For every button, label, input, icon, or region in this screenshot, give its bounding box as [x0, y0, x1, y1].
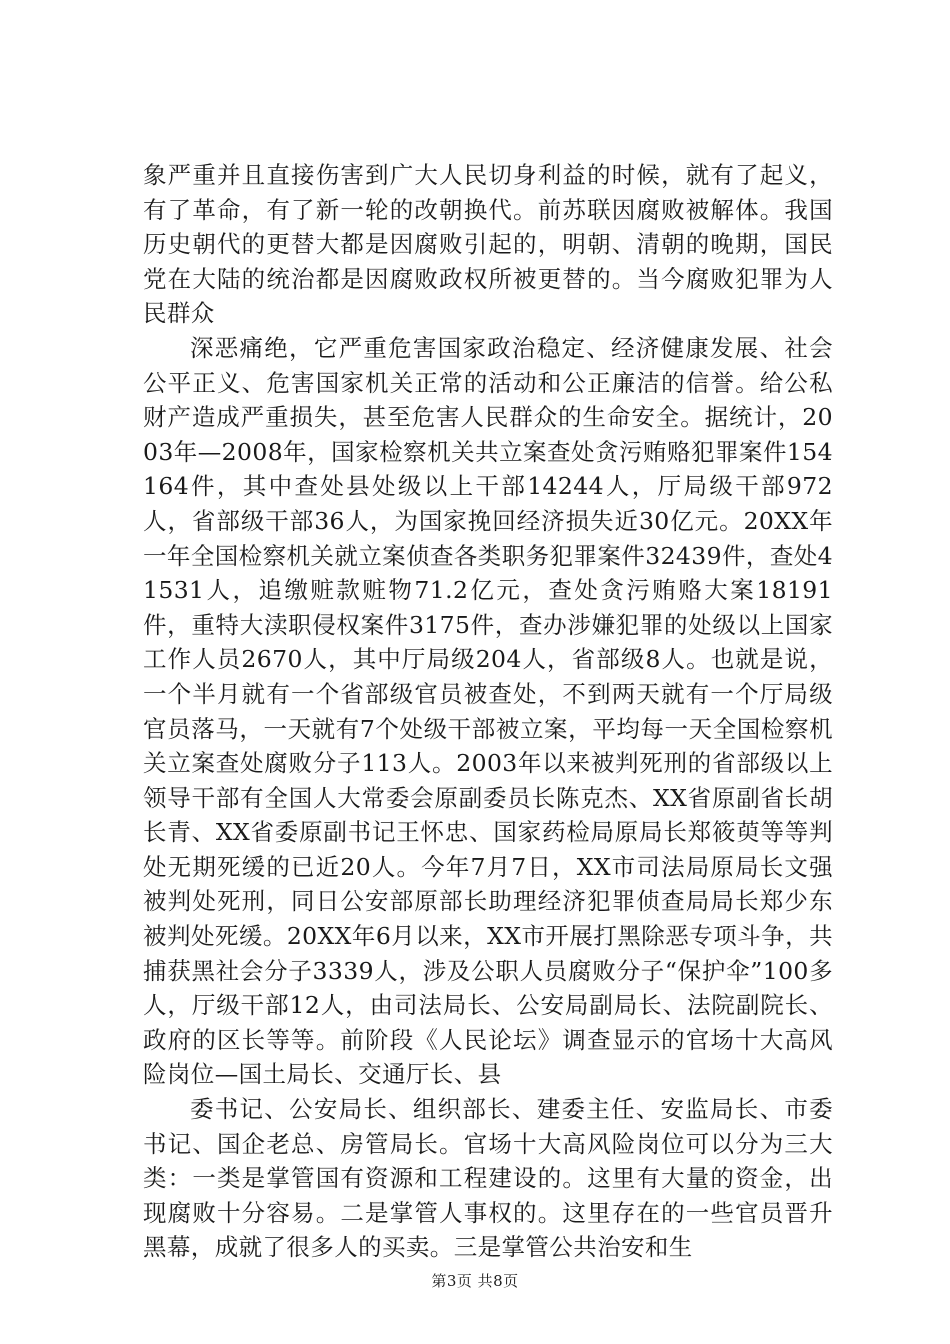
paragraph-3: 委书记、公安局长、组织部长、建委主任、安监局长、市委书记、国企老总、房管局长。官场十大高风险岗位可以分为三大类：一类是掌管国有资源和工程建设的。这里有大量的资金，出现腐败十分容易。二是掌管人事权的。这里存在的一些官员晋升黑幕，成就了很多人的买卖。三是掌管公共治安和生: [143, 1095, 833, 1262]
page-number-footer: 第3页 共8页: [431, 1272, 519, 1290]
document-body: [143, 158, 833, 1265]
paragraph-2: 深恶痛绝，它严重危害国家政治稳定、经济健康发展、社会公平正义、危害国家机关正常的活动和公正廉洁的信誉。给公私财产造成严重损失，甚至危害人民群众的生命安全。据统计，2003年—2008年，国家检察机关共立案查处贪污贿赂犯罪案件154164件，其中查处县处级以上干部14244人，厅局级干部972人，省部级干部36人，为国家挽回经济损失近30亿元。20XX年一年全国检察机关就立案侦查各类职务犯罪案件32439件，查处41531人，追缴赃款赃物71.2亿元，查处贪污贿赂大案18191件，重特大渎职侵权案件3175件，查办涉嫌犯罪的处级以上国家工作人员2670人，其中厅局级204人，省部级8人。也就是说，一个半月就有一个省部级官员被查处，不到两天就有一个厅局级官员落马，一天就有7个处级干部被立案，平均每一天全国检察机关立案查处腐败分子113人。2003年以来被判死刑的省部级以上领导干部有全国人大常委会原副委员长陈克杰、XX省原副省长胡长青、XX省委原副书记王怀忠、国家药检局原局长郑筱萸等等判处无期死缓的已近20人。今年7月7日，XX市司法局原局长文强被判处死刑，同日公安部原部长助理经济犯罪侦查局局长郑少东被判处死缓。20XX年6月以来，XX市开展打黑除恶专项斗争，共捕获黑社会分子3339人，涉及公职人员腐败分子“保护伞”100多人，厅级干部12人，由司法局长、公安局副局长、法院副院长、政府的区长等等。前阶段《人民论坛》调查显示的官场十大高风险岗位—国土局长、交通厅长、县: [143, 333, 833, 1089]
paragraph-1: 象严重并且直接伤害到广大人民切身利益的时候，就有了起义，有了革命，有了新一轮的改朝换代。前苏联因腐败被解体。我国历史朝代的更替大都是因腐败引起的，明朝、清朝的晚期，国民党在大陆的统治都是因腐败政权所被更替的。当今腐败犯罪为人民群众: [143, 161, 833, 328]
